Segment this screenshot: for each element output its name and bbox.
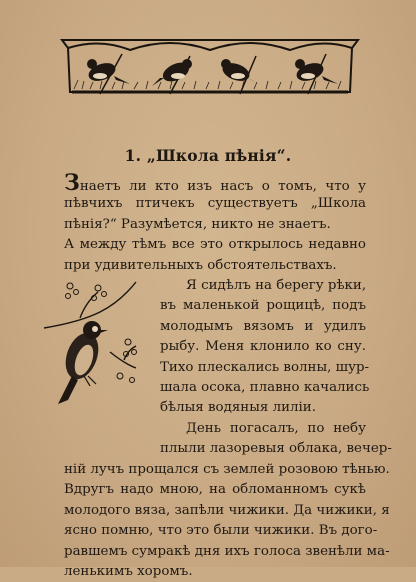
bird-on-branch-illustration: [40, 272, 140, 412]
text-line: Тихо плескались волны, шур-: [160, 359, 370, 375]
text-line: пѣвчихъ птичекъ существуетъ „Школа: [64, 196, 366, 212]
text-line: равшемъ сумракѣ дня ихъ голоса звенѣли ма-: [64, 543, 390, 559]
drop-cap: З: [64, 170, 80, 196]
text-line: бѣлыя водяныя лиліи.: [160, 400, 316, 416]
text-line: День погасалъ, по небу: [186, 420, 366, 436]
paragraph-bottom: [64, 460, 390, 582]
text-line: рыбу. Меня клонило ко сну.: [160, 339, 366, 355]
text-line: шала осока, плавно качались: [160, 379, 370, 395]
text-line: пѣнія?“ Разумѣется, никто не знаетъ.: [64, 216, 331, 232]
text-line: въ маленькой рощицѣ, подъ: [160, 298, 366, 314]
text-line: Знаетъ ли кто изъ насъ о томъ, что у: [64, 170, 366, 196]
text-line: молодымъ вязомъ и удилъ: [160, 318, 366, 334]
text-line: Я сидѣлъ на берегу рѣки,: [186, 278, 367, 293]
chapter-title: 1. „Школа пѣнія“.: [124, 146, 292, 165]
text-line: при удивительныхъ обстоятельствахъ.: [64, 257, 337, 273]
text-line: ленькимъ хоромъ.: [64, 563, 193, 579]
headpiece-birds-ornament: [60, 34, 360, 100]
text-line: Вдругъ надо мною, на обломанномъ сукѣ: [64, 482, 366, 498]
paragraph-top: [64, 170, 366, 276]
text-line: А между тѣмъ все это открылось недавно: [64, 237, 366, 253]
text-line: молодого вяза, запѣли чижики. Да чижики, я: [64, 502, 390, 518]
text-line: плыли лазоревыя облака, вечер-: [160, 441, 392, 457]
text-line: ясно помню, что это были чижики. Въ дого-: [64, 523, 378, 539]
text-line: ній лучъ прощался съ землей розовою тѣнью.: [64, 462, 390, 477]
paragraph-wrapped: [160, 276, 392, 460]
